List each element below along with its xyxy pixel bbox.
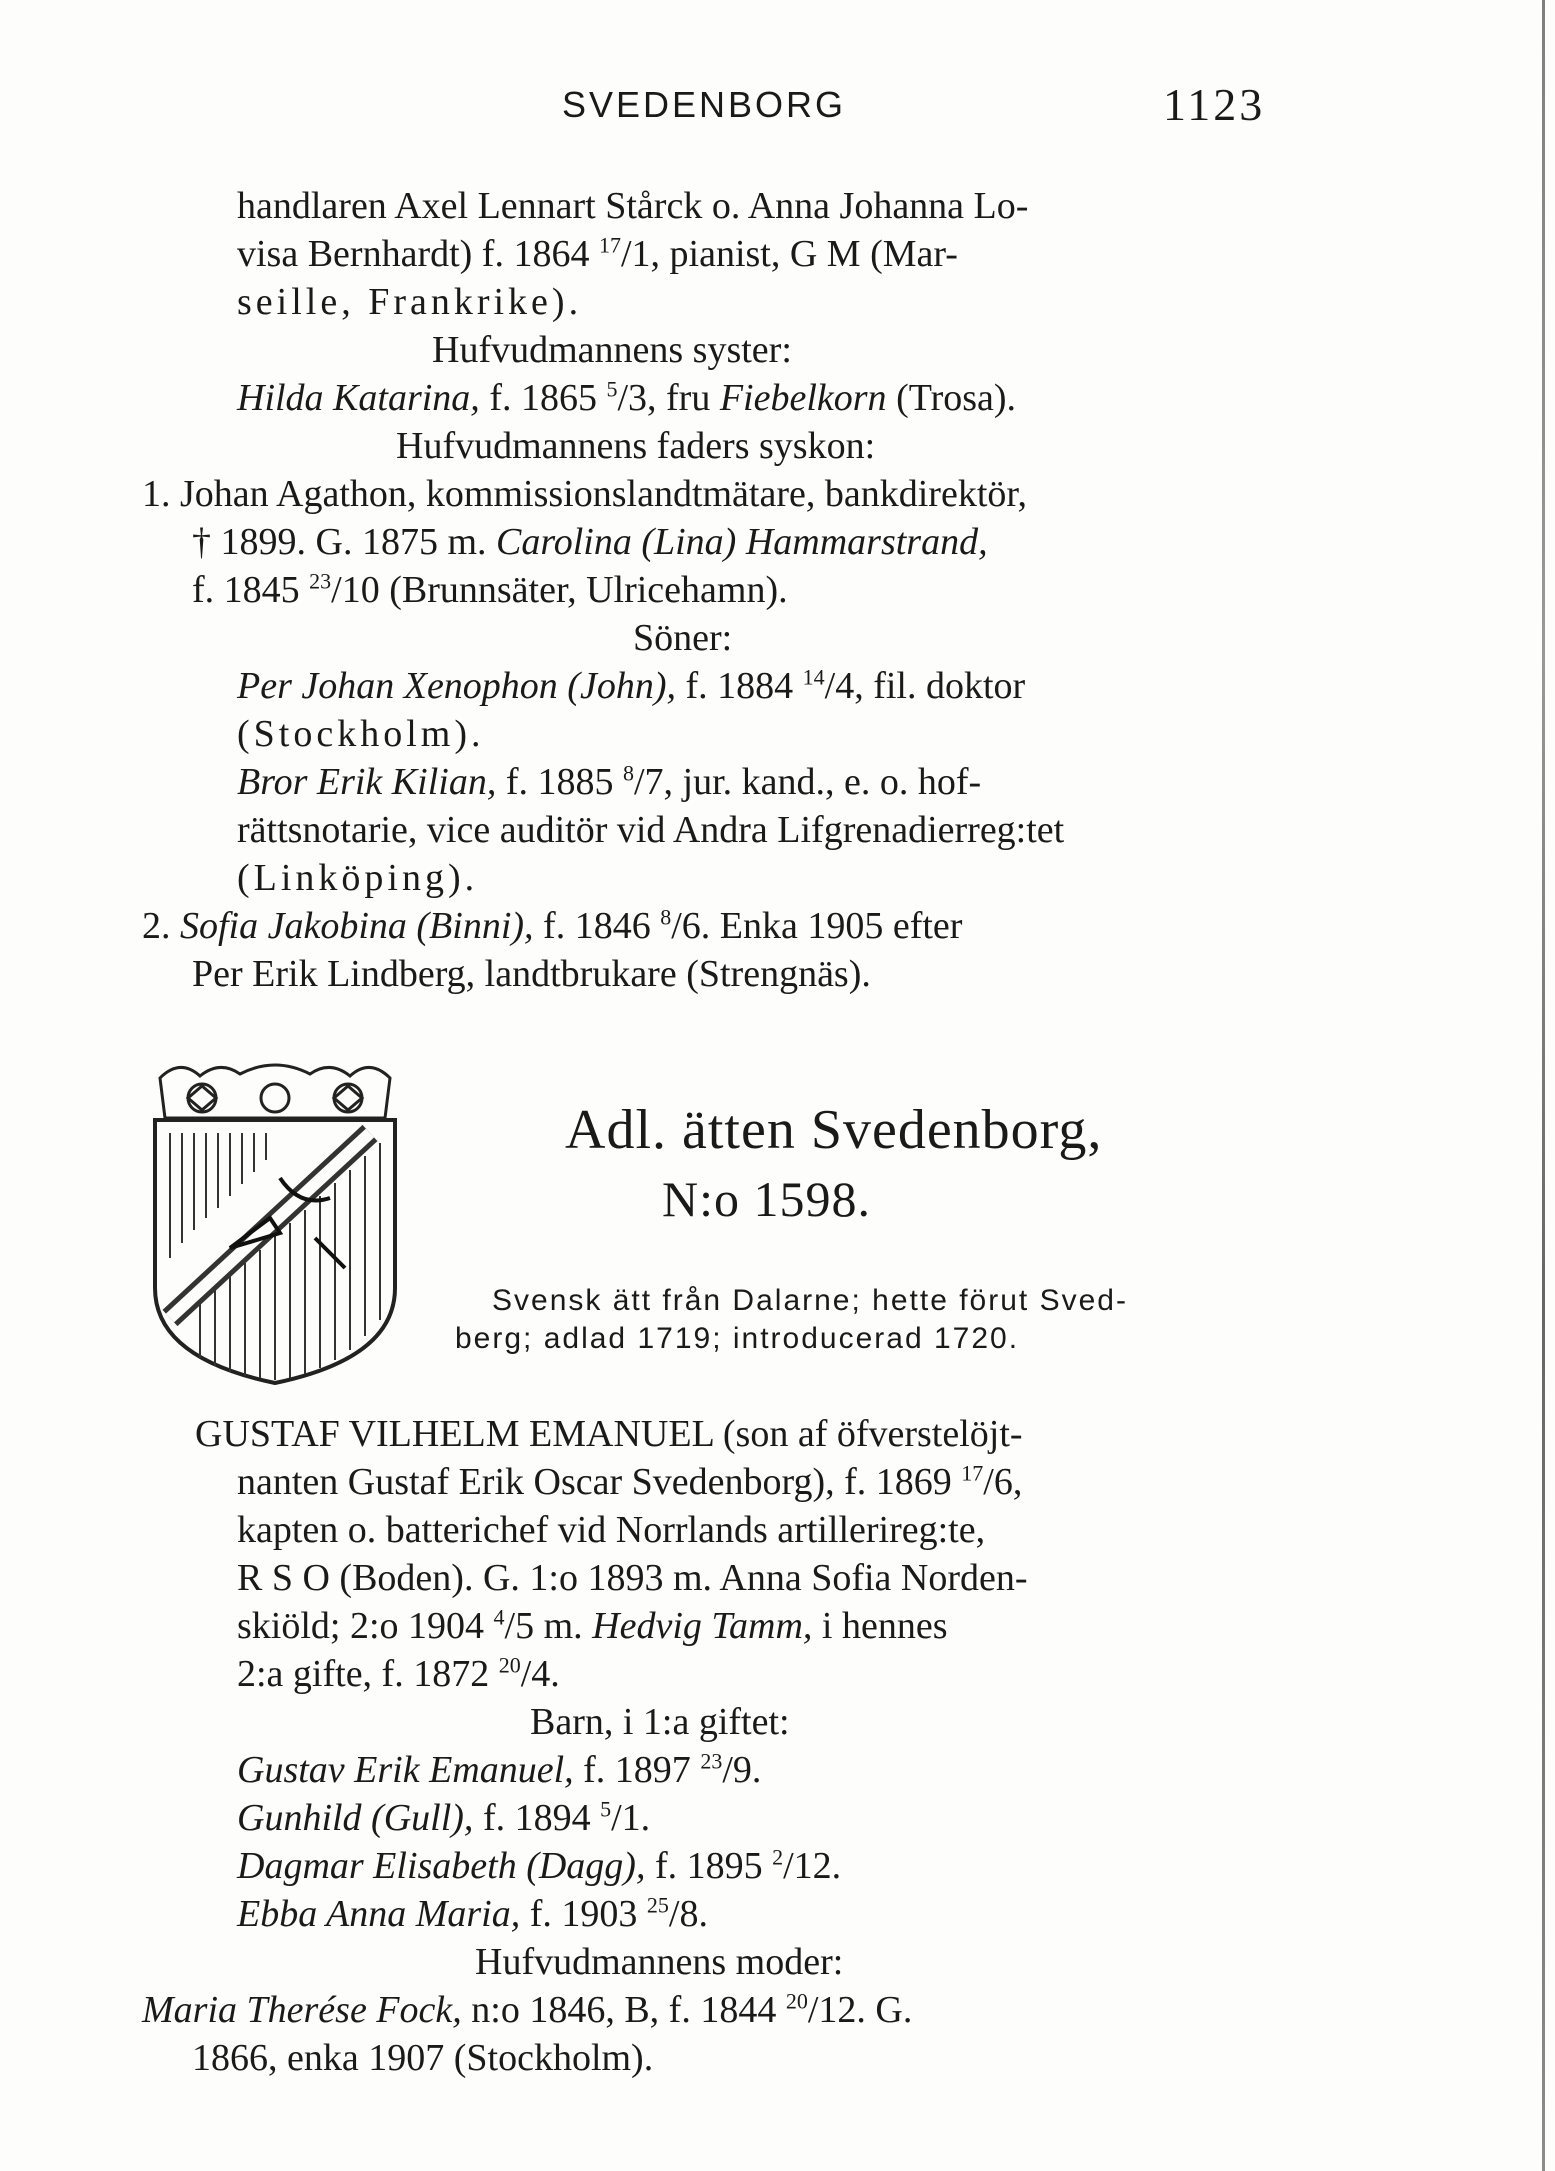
section-heading: Hufvudmannens moder: xyxy=(475,1941,844,1983)
text-line: (Stockholm). xyxy=(237,713,485,755)
text-line: nanten Gustaf Erik Oscar Svedenborg), f. 1869 $^{17}$/6, xyxy=(237,1460,1023,1503)
family-title: Adl. ätten Svedenborg, xyxy=(565,1099,1103,1161)
text-line: visa Bernhardt) f. 1864 $^{17}$/1, pianist, G M (Mar- xyxy=(237,232,958,275)
text-line: 2:a gifte, f. 1872 $^{20}$/4. xyxy=(237,1652,560,1695)
text-line: 2. Sofia Jakobina (Binni), f. 1846 $^8$/6. Enka 1905 efter xyxy=(142,904,963,947)
child-entry: Ebba Anna Maria, f. 1903 $^{25}$/8. xyxy=(237,1892,708,1935)
running-title: SVEDENBORG xyxy=(562,84,847,125)
coat-of-arms-icon xyxy=(140,1058,410,1388)
child-entry: Dagmar Elisabeth (Dagg), f. 1895 $^2$/12. xyxy=(237,1844,842,1887)
text-line: seille, Frankrike). xyxy=(237,281,583,323)
text-line: handlaren Axel Lennart Stårck o. Anna Johanna Lo- xyxy=(237,185,1029,227)
text-line: (Linköping). xyxy=(237,857,479,899)
family-description: berg; adlad 1719; introducerad 1720. xyxy=(455,1322,1020,1355)
family-number: N:o 1598. xyxy=(662,1171,871,1227)
child-entry: Gunhild (Gull), f. 1894 $^5$/1. xyxy=(237,1796,651,1839)
text-line: Per Erik Lindberg, landtbrukare (Strengnäs). xyxy=(192,953,871,995)
text-line: 1. Johan Agathon, kommissionslandtmätare, bankdirektör, xyxy=(142,473,1028,515)
text-line: kapten o. batterichef vid Norrlands artillerireg:te, xyxy=(237,1509,986,1551)
text-line: R S O (Boden). G. 1:o 1893 m. Anna Sofia Norden- xyxy=(237,1557,1028,1599)
text-line: Hilda Katarina, f. 1865 $^5$/3, fru Fiebelkorn (Trosa). xyxy=(237,376,1017,419)
page-edge xyxy=(1542,0,1545,2171)
child-entry: Gustav Erik Emanuel, f. 1897 $^{23}$/9. xyxy=(237,1748,762,1791)
text-line: Maria Therése Fock, n:o 1846, B, f. 1844 $^{20}$/12. G. xyxy=(142,1988,913,2031)
page-number: 1123 xyxy=(1163,79,1266,130)
text-line: f. 1845 $^{23}$/10 (Brunnsäter, Ulricehamn). xyxy=(192,568,788,611)
text-line: † 1899. G. 1875 m. Carolina (Lina) Hammarstrand, xyxy=(192,521,988,563)
text-line: Bror Erik Kilian, f. 1885 $^8$/7, jur. kand., e. o. hof- xyxy=(237,760,982,803)
text-line: Per Johan Xenophon (John), f. 1884 $^{14}$/4, fil. doktor xyxy=(237,664,1026,707)
section-heading: Söner: xyxy=(633,617,733,659)
text-line: 1866, enka 1907 (Stockholm). xyxy=(192,2037,654,2079)
text-line: GUSTAF VILHELM EMANUEL (son af öfverstelöjt- xyxy=(195,1413,1023,1455)
section-heading: Barn, i 1:a giftet: xyxy=(530,1701,790,1743)
text-line: rättsnotarie, vice auditör vid Andra Lifgrenadierreg:tet xyxy=(237,809,1065,851)
family-description: Svensk ätt från Dalarne; hette förut Sved- xyxy=(492,1284,1128,1317)
section-heading: Hufvudmannens faders syskon: xyxy=(396,425,876,467)
section-heading: Hufvudmannens syster: xyxy=(432,329,792,371)
text-line: skiöld; 2:o 1904 $^4$/5 m. Hedvig Tamm, i hennes xyxy=(237,1604,948,1647)
